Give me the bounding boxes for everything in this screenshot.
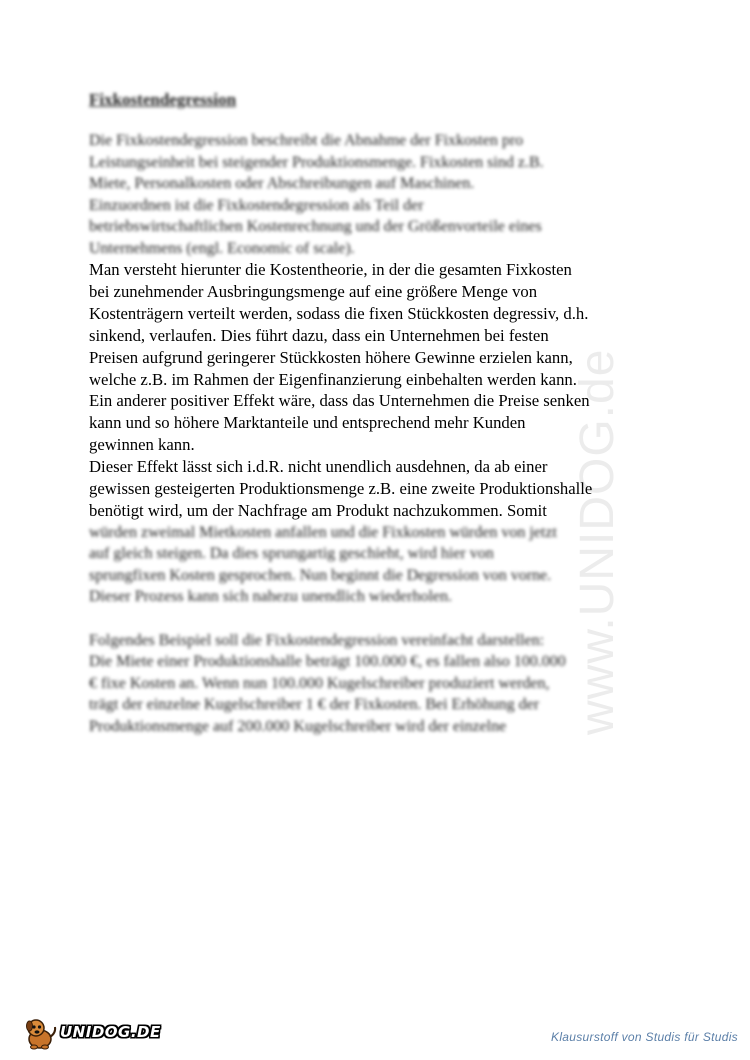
text-line: auf gleich steigen. Da dies sprungartig geschieht, wird hier von [89,545,494,563]
text-line: Dieser Prozess kann sich nahezu unendlich wiederholen. [89,588,452,606]
document-title: Fixkostendegression [89,90,237,109]
example-paragraph [89,630,664,738]
footer-tagline: Klausurstoff von Studis für Studis [551,1030,738,1044]
text-line: Produktionsmenge auf 200.000 Kugelschreiber wird der einzelne [89,717,507,735]
text-line: welche z.B. im Rahmen der Eigenfinanzierung einbehalten werden kann. [89,369,577,389]
text-line: benötigt wird, um der Nachfrage am Produkt nachzukommen. Somit [89,500,547,520]
text-line: Die Miete einer Produktionshalle beträgt 100.000 €, es fallen also 100.000 [89,653,566,671]
logo-text: UNIDOG.DE [60,1023,161,1041]
text-line: Ein anderer positiver Effekt wäre, dass das Unternehmen die Preise senken [89,391,590,411]
intro-paragraph [89,130,664,259]
paragraph-gap [89,608,664,630]
text-line: kann und so höhere Marktanteile und entsprechend mehr Kunden [89,413,526,433]
text-line: trägt der einzelne Kugelschreiber 1 € der Fixkosten. Bei Erhöhung der [89,696,540,714]
text-line: würden zweimal Mietkosten anfallen und die Fixkosten würden von jetzt [89,523,557,541]
unidog-logo[interactable] [22,1015,162,1051]
text-line: gewinnen kann. [89,435,195,455]
text-line: € fixe Kosten an. Wenn nun 100.000 Kugelschreiber produziert werden, [89,674,550,692]
visible-paragraph [89,259,664,522]
text-line: bei zunehmender Ausbringungsmenge auf eine größere Menge von [89,281,538,301]
text-line: Folgendes Beispiel soll die Fixkostendegression vereinfacht darstellen: [89,631,545,649]
dog-icon [22,1015,58,1051]
text-line: Kostenträgern verteilt werden, sodass die fixen Stückkosten degressiv, d.h. [89,303,589,323]
watermark: www.UNIDOG.de [571,348,624,735]
blurred-continuation [89,522,664,608]
text-line: sinkend, verlaufen. Dies führt dazu, dass ein Unternehmen bei festen [89,325,549,345]
text-line: gewissen gesteigerten Produktionsmenge z.B. eine zweite Produktionshalle [89,479,593,499]
text-line: Unternehmens (engl. Economic of scale). [89,239,355,257]
text-line: Man versteht hierunter die Kostentheorie, in der die gesamten Fixkosten [89,260,572,279]
text-line: sprungfixen Kosten gesprochen. Nun beginnt die Degression von vorne. [89,566,552,584]
text-line: Einzuordnen ist die Fixkostendegression als Teil der [89,196,424,214]
text-line: Miete, Personalkosten oder Abschreibungen auf Maschinen. [89,175,475,192]
text-line: Leistungseinheit bei steigender Produktionsmenge. Fixkosten sind z.B. [89,153,544,171]
text-line: Preisen aufgrund geringerer Stückkosten höhere Gewinne erzielen kann, [89,347,573,367]
text-line: Dieser Effekt lässt sich i.d.R. nicht unendlich ausdehnen, da ab einer [89,457,548,477]
text-line: betriebswirtschaftlichen Kostenrechnung und der Größenvorteile eines [89,218,542,235]
text-line: Die Fixkostendegression beschreibt die Abnahme der Fixkosten pro [89,132,524,149]
document-content [89,90,664,737]
